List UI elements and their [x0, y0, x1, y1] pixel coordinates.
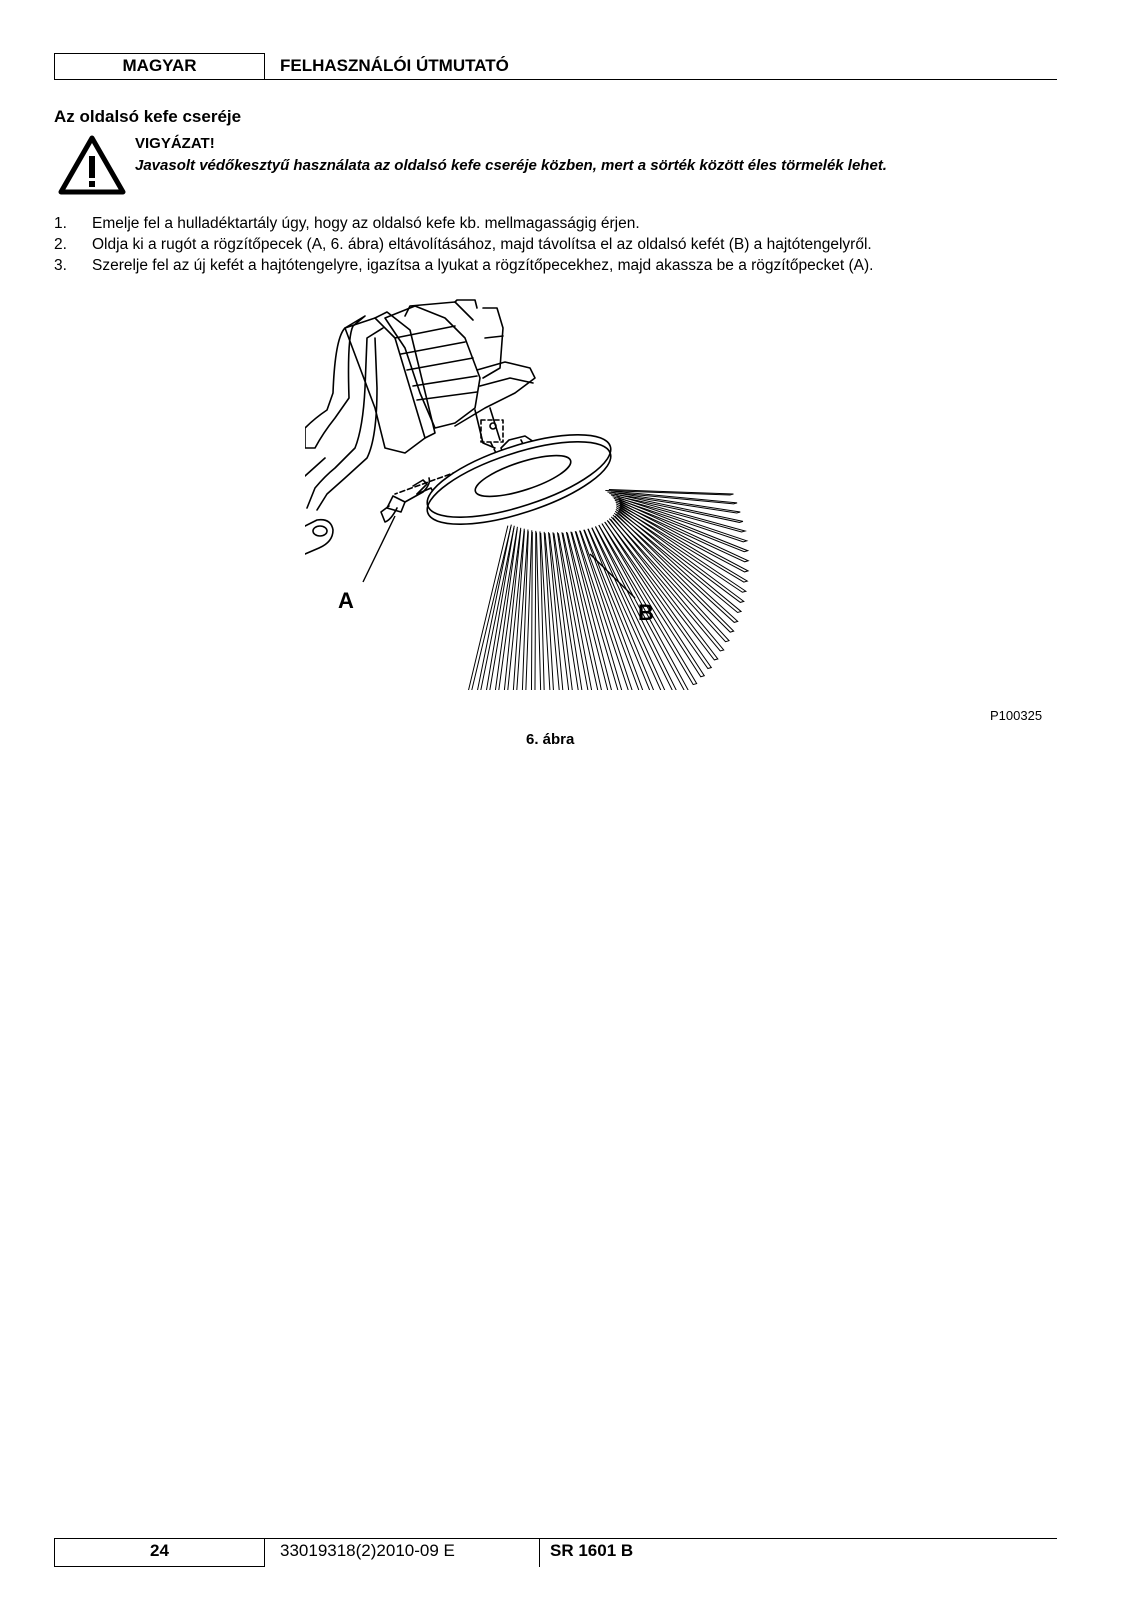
brush-bristle	[616, 508, 744, 602]
warning-triangle-icon	[58, 134, 126, 201]
step-text: Oldja ki a rugót a rögzítőpecek (A, 6. ábra) eltávolításához, majd távolítsa el az oldalsó kefét (B) a hajtótengelyről.	[92, 236, 872, 253]
header-title: FELHASZNÁLÓI ÚTMUTATÓ	[280, 56, 509, 75]
footer-separator	[539, 1538, 540, 1567]
footer-page-number: 24	[150, 1541, 169, 1560]
figure-label-b: B	[638, 600, 654, 625]
step-number: 2.	[54, 236, 67, 253]
step-text: Emelje fel a hulladéktartály úgy, hogy az oldalsó kefe kb. mellmagasságig érjen.	[92, 215, 640, 232]
figure-code: P100325	[990, 708, 1043, 723]
figure-caption: 6. ábra	[526, 731, 575, 748]
brush-bristle	[541, 532, 556, 690]
brush-bristle	[531, 531, 536, 690]
brush-bristle	[613, 496, 746, 532]
brush-bristle	[536, 531, 545, 690]
step-text: Szerelje fel az új kefét a hajtótengelyre, igazítsa a lyukat a rögzítőpecekhez, majd akassza be a rögzítőpecket (A).	[92, 257, 874, 274]
brush-bristle	[482, 527, 517, 690]
warning-heading: VIGYÁZAT!	[135, 135, 215, 152]
header-language: MAGYAR	[122, 56, 197, 75]
brush-bristle	[465, 525, 512, 690]
section-title: Az oldalsó kefe cseréje	[54, 107, 242, 126]
warning-text: Javasolt védőkesztyű használata az oldalsó kefe cseréje közben, mert a sörték között éles törmelék lehet.	[135, 157, 887, 174]
side-brush-illustration	[305, 298, 775, 695]
step-number: 1.	[54, 215, 67, 232]
header-rule	[265, 79, 1057, 80]
footer-model: SR 1601 B	[550, 1541, 634, 1560]
brush-bristle	[567, 532, 621, 690]
figure-label-a: A	[338, 588, 354, 613]
footer-doc-number: 33019318(2)2010-09 E	[280, 1541, 455, 1560]
step-number: 3.	[54, 257, 67, 274]
